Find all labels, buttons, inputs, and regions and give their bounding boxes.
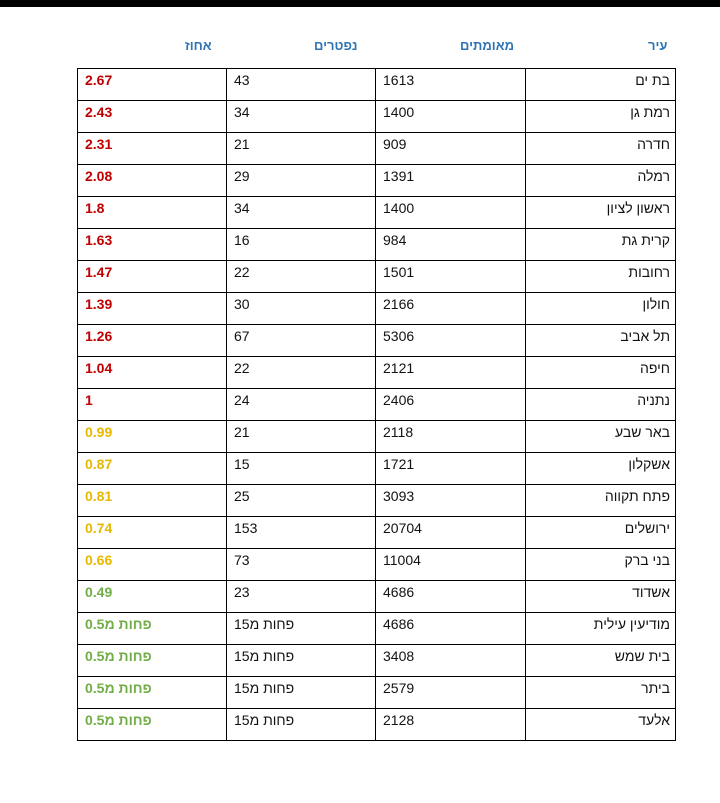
table-row — [78, 325, 676, 357]
cell-city: חיפה — [526, 357, 676, 389]
cell-deaths: 73 — [227, 549, 376, 581]
cell-percent: 1.47 — [78, 261, 227, 293]
cell-cases: 1721 — [376, 453, 526, 485]
cell-city: רמלה — [526, 165, 676, 197]
table-row — [78, 645, 676, 677]
cell-percent: 1.63 — [78, 229, 227, 261]
cell-deaths: 29 — [227, 165, 376, 197]
cell-cases: 1400 — [376, 197, 526, 229]
table-row — [78, 101, 676, 133]
cell-percent: 0.81 — [78, 485, 227, 517]
cell-city: קרית גת — [526, 229, 676, 261]
cell-cases: 1391 — [376, 165, 526, 197]
cell-deaths: 21 — [227, 133, 376, 165]
cell-deaths: 23 — [227, 581, 376, 613]
cell-deaths: 30 — [227, 293, 376, 325]
cell-percent: 0.66 — [78, 549, 227, 581]
table-row — [78, 261, 676, 293]
cell-deaths: 22 — [227, 357, 376, 389]
header-percent: אחוז — [185, 38, 212, 53]
table-row — [78, 549, 676, 581]
table-row — [78, 69, 676, 101]
cell-cases: 4686 — [376, 581, 526, 613]
cell-deaths: פחות מ15 — [227, 613, 376, 645]
table-body — [78, 69, 676, 741]
cell-city: ירושלים — [526, 517, 676, 549]
table-row — [78, 709, 676, 741]
cell-percent: 1 — [78, 389, 227, 421]
cell-cases: 1400 — [376, 101, 526, 133]
table-row — [78, 677, 676, 709]
cell-percent: פחות מ0.5 — [78, 677, 227, 709]
cell-deaths: 34 — [227, 197, 376, 229]
cell-city: אשקלון — [526, 453, 676, 485]
cell-percent: 0.99 — [78, 421, 227, 453]
table-row — [78, 581, 676, 613]
top-bar — [0, 0, 720, 7]
cell-percent: פחות מ0.5 — [78, 613, 227, 645]
cell-city: בת ים — [526, 69, 676, 101]
cell-city: בני ברק — [526, 549, 676, 581]
cell-deaths: 22 — [227, 261, 376, 293]
cell-city: נתניה — [526, 389, 676, 421]
cell-percent: 2.43 — [78, 101, 227, 133]
header-deaths: נפטרים — [314, 38, 358, 53]
cell-deaths: 34 — [227, 101, 376, 133]
cell-city: ראשון לציון — [526, 197, 676, 229]
cell-percent: 1.39 — [78, 293, 227, 325]
cell-percent: 1.04 — [78, 357, 227, 389]
cell-cases: 2118 — [376, 421, 526, 453]
table-row — [78, 517, 676, 549]
cell-percent: 2.31 — [78, 133, 227, 165]
table-row — [78, 389, 676, 421]
table-row — [78, 165, 676, 197]
cell-percent: פחות מ0.5 — [78, 709, 227, 741]
cell-city: בית שמש — [526, 645, 676, 677]
table-row — [78, 197, 676, 229]
table-header — [77, 38, 674, 58]
header-cases: מאומתים — [460, 38, 515, 53]
cell-cases: 984 — [376, 229, 526, 261]
cell-city: חולון — [526, 293, 676, 325]
cell-cases: 4686 — [376, 613, 526, 645]
cell-percent: 0.74 — [78, 517, 227, 549]
cell-deaths: 21 — [227, 421, 376, 453]
table-row — [78, 453, 676, 485]
cell-deaths: 15 — [227, 453, 376, 485]
cell-deaths: 67 — [227, 325, 376, 357]
cell-cases: 2121 — [376, 357, 526, 389]
cell-city: באר שבע — [526, 421, 676, 453]
cell-percent: 1.26 — [78, 325, 227, 357]
cell-city: ביתר — [526, 677, 676, 709]
cell-percent: 2.08 — [78, 165, 227, 197]
cell-city: אשדוד — [526, 581, 676, 613]
cell-city: רמת גן — [526, 101, 676, 133]
cell-city: מודיעין עילית — [526, 613, 676, 645]
cell-percent: 2.67 — [78, 69, 227, 101]
table-row — [78, 293, 676, 325]
cell-city: אלעד — [526, 709, 676, 741]
cell-deaths: 43 — [227, 69, 376, 101]
cell-deaths: 16 — [227, 229, 376, 261]
cell-deaths: פחות מ15 — [227, 677, 376, 709]
cell-cases: 2579 — [376, 677, 526, 709]
cell-deaths: 153 — [227, 517, 376, 549]
header-city: עיר — [648, 38, 668, 53]
cell-cases: 11004 — [376, 549, 526, 581]
cell-city: פתח תקווה — [526, 485, 676, 517]
table-row — [78, 357, 676, 389]
cell-deaths: פחות מ15 — [227, 645, 376, 677]
cell-cases: 1613 — [376, 69, 526, 101]
cell-deaths: 24 — [227, 389, 376, 421]
cell-cases: 5306 — [376, 325, 526, 357]
cell-percent: 1.8 — [78, 197, 227, 229]
cell-cases: 3408 — [376, 645, 526, 677]
table-row — [78, 485, 676, 517]
cell-cases: 2406 — [376, 389, 526, 421]
table-row — [78, 229, 676, 261]
cell-percent: 0.87 — [78, 453, 227, 485]
table-row — [78, 133, 676, 165]
table-row — [78, 421, 676, 453]
data-table — [77, 68, 676, 741]
cell-deaths: 25 — [227, 485, 376, 517]
cell-city: חדרה — [526, 133, 676, 165]
cell-cases: 1501 — [376, 261, 526, 293]
cell-cases: 2166 — [376, 293, 526, 325]
table-row — [78, 613, 676, 645]
cell-city: תל אביב — [526, 325, 676, 357]
cell-deaths: פחות מ15 — [227, 709, 376, 741]
cell-cases: 20704 — [376, 517, 526, 549]
cell-city: רחובות — [526, 261, 676, 293]
cell-percent: 0.49 — [78, 581, 227, 613]
cell-cases: 3093 — [376, 485, 526, 517]
cell-cases: 909 — [376, 133, 526, 165]
cell-percent: פחות מ0.5 — [78, 645, 227, 677]
cell-cases: 2128 — [376, 709, 526, 741]
